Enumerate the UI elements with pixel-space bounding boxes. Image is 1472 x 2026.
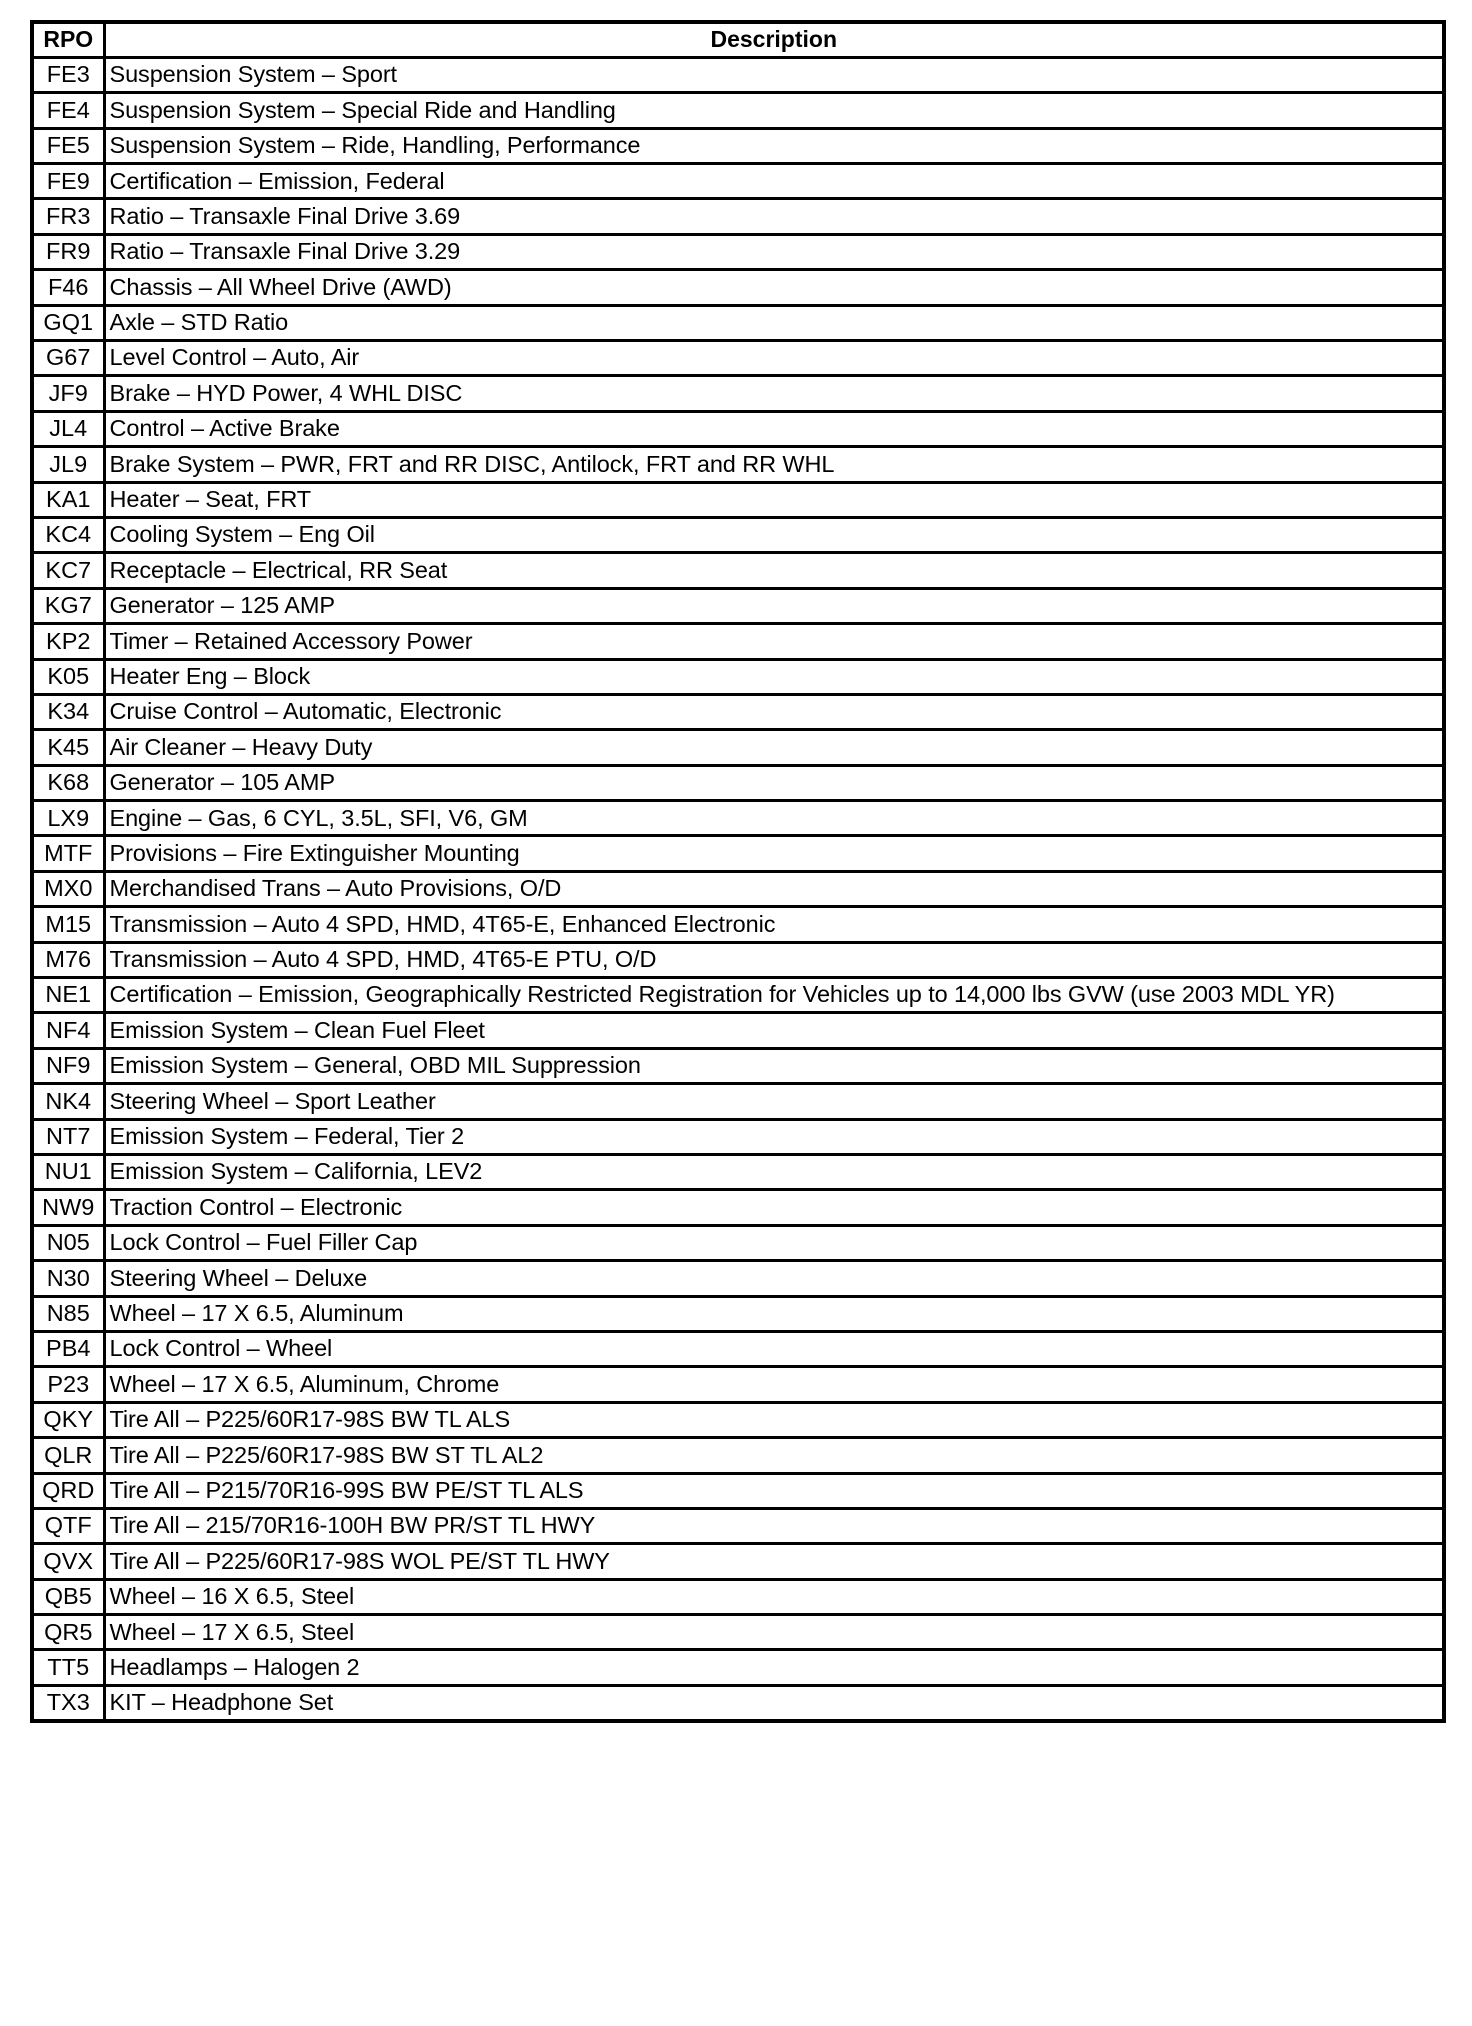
description-cell: Cruise Control – Automatic, Electronic	[104, 694, 1444, 729]
table-row	[32, 624, 1444, 659]
description-cell: Certification – Emission, Geographically Restricted Registration for Vehicles up to 14,000 lbs GVW (use 2003 MDL YR)	[104, 978, 1444, 1013]
description-cell: Wheel – 17 X 6.5, Aluminum, Chrome	[104, 1367, 1444, 1402]
description-cell: Tire All – P225/60R17-98S WOL PE/ST TL HWY	[104, 1544, 1444, 1579]
description-cell: Wheel – 16 X 6.5, Steel	[104, 1579, 1444, 1614]
rpo-code-cell: N05	[32, 1225, 104, 1260]
rpo-code-cell: QTF	[32, 1508, 104, 1543]
description-cell: Emission System – Clean Fuel Fleet	[104, 1013, 1444, 1048]
table-row	[32, 164, 1444, 199]
table-row	[32, 659, 1444, 694]
rpo-code-cell: N30	[32, 1261, 104, 1296]
table-row	[32, 376, 1444, 411]
rpo-code-cell: P23	[32, 1367, 104, 1402]
rpo-code-cell: QR5	[32, 1615, 104, 1650]
rpo-column-header: RPO	[32, 22, 104, 57]
rpo-code-cell: G67	[32, 341, 104, 376]
table-row	[32, 1119, 1444, 1154]
description-cell: Air Cleaner – Heavy Duty	[104, 730, 1444, 765]
rpo-code-cell: FE5	[32, 128, 104, 163]
table-row	[32, 482, 1444, 517]
description-cell: Heater – Seat, FRT	[104, 482, 1444, 517]
description-cell: Suspension System – Sport	[104, 57, 1444, 92]
rpo-code-cell: KC4	[32, 517, 104, 552]
rpo-code-cell: K05	[32, 659, 104, 694]
rpo-code-cell: QKY	[32, 1402, 104, 1437]
table-row	[32, 234, 1444, 269]
rpo-code-cell: NF4	[32, 1013, 104, 1048]
rpo-code-cell: MX0	[32, 871, 104, 906]
table-row	[32, 1013, 1444, 1048]
description-cell: Generator – 105 AMP	[104, 765, 1444, 800]
rpo-code-cell: PB4	[32, 1331, 104, 1366]
rpo-code-cell: NF9	[32, 1048, 104, 1083]
description-cell: Receptacle – Electrical, RR Seat	[104, 553, 1444, 588]
rpo-code-cell: K68	[32, 765, 104, 800]
description-cell: Suspension System – Special Ride and Handling	[104, 93, 1444, 128]
table-row	[32, 1261, 1444, 1296]
table-row	[32, 942, 1444, 977]
rpo-code-cell: K34	[32, 694, 104, 729]
rpo-code-cell: N85	[32, 1296, 104, 1331]
description-cell: Brake – HYD Power, 4 WHL DISC	[104, 376, 1444, 411]
table-row	[32, 1508, 1444, 1543]
table-row	[32, 1685, 1444, 1720]
rpo-code-cell: MTF	[32, 836, 104, 871]
table-row	[32, 1048, 1444, 1083]
table-row	[32, 553, 1444, 588]
table-row	[32, 199, 1444, 234]
rpo-code-cell: FE4	[32, 93, 104, 128]
description-cell: Transmission – Auto 4 SPD, HMD, 4T65-E, Enhanced Electronic	[104, 907, 1444, 942]
table-row	[32, 801, 1444, 836]
rpo-code-cell: NW9	[32, 1190, 104, 1225]
rpo-code-cell: KP2	[32, 624, 104, 659]
rpo-code-cell: FR3	[32, 199, 104, 234]
table-row	[32, 57, 1444, 92]
description-column-header: Description	[104, 22, 1444, 57]
table-row	[32, 447, 1444, 482]
description-cell: Heater Eng – Block	[104, 659, 1444, 694]
rpo-code-cell: QB5	[32, 1579, 104, 1614]
table-row	[32, 1296, 1444, 1331]
table-row	[32, 1544, 1444, 1579]
description-cell: Chassis – All Wheel Drive (AWD)	[104, 270, 1444, 305]
rpo-code-cell: TX3	[32, 1685, 104, 1720]
description-cell: Tire All – 215/70R16-100H BW PR/ST TL HWY	[104, 1508, 1444, 1543]
table-row	[32, 1402, 1444, 1437]
table-row	[32, 765, 1444, 800]
description-cell: Merchandised Trans – Auto Provisions, O/D	[104, 871, 1444, 906]
description-cell: Lock Control – Wheel	[104, 1331, 1444, 1366]
description-cell: Brake System – PWR, FRT and RR DISC, Antilock, FRT and RR WHL	[104, 447, 1444, 482]
rpo-code-cell: JF9	[32, 376, 104, 411]
description-cell: Ratio – Transaxle Final Drive 3.69	[104, 199, 1444, 234]
description-cell: Certification – Emission, Federal	[104, 164, 1444, 199]
description-cell: Lock Control – Fuel Filler Cap	[104, 1225, 1444, 1260]
description-cell: Generator – 125 AMP	[104, 588, 1444, 623]
description-cell: Engine – Gas, 6 CYL, 3.5L, SFI, V6, GM	[104, 801, 1444, 836]
table-row	[32, 517, 1444, 552]
description-cell: Cooling System – Eng Oil	[104, 517, 1444, 552]
rpo-table	[30, 20, 1446, 1723]
table-row	[32, 1438, 1444, 1473]
table-row	[32, 93, 1444, 128]
description-cell: Emission System – Federal, Tier 2	[104, 1119, 1444, 1154]
rpo-code-cell: KA1	[32, 482, 104, 517]
description-cell: Emission System – California, LEV2	[104, 1155, 1444, 1190]
description-cell: Transmission – Auto 4 SPD, HMD, 4T65-E PTU, O/D	[104, 942, 1444, 977]
rpo-code-cell: KG7	[32, 588, 104, 623]
table-row	[32, 730, 1444, 765]
description-cell: KIT – Headphone Set	[104, 1685, 1444, 1720]
rpo-code-cell: JL9	[32, 447, 104, 482]
description-cell: Suspension System – Ride, Handling, Performance	[104, 128, 1444, 163]
description-cell: Level Control – Auto, Air	[104, 341, 1444, 376]
description-cell: Traction Control – Electronic	[104, 1190, 1444, 1225]
description-cell: Ratio – Transaxle Final Drive 3.29	[104, 234, 1444, 269]
description-cell: Wheel – 17 X 6.5, Aluminum	[104, 1296, 1444, 1331]
rpo-code-cell: M76	[32, 942, 104, 977]
table-row	[32, 871, 1444, 906]
table-row	[32, 1155, 1444, 1190]
rpo-code-cell: NE1	[32, 978, 104, 1013]
table-row	[32, 588, 1444, 623]
table-row	[32, 1084, 1444, 1119]
table-row	[32, 907, 1444, 942]
table-row	[32, 836, 1444, 871]
description-cell: Steering Wheel – Sport Leather	[104, 1084, 1444, 1119]
description-cell: Emission System – General, OBD MIL Suppression	[104, 1048, 1444, 1083]
rpo-code-cell: TT5	[32, 1650, 104, 1685]
description-cell: Tire All – P225/60R17-98S BW ST TL AL2	[104, 1438, 1444, 1473]
table-row	[32, 1367, 1444, 1402]
rpo-code-cell: NT7	[32, 1119, 104, 1154]
table-row	[32, 411, 1444, 446]
table-row	[32, 1615, 1444, 1650]
rpo-code-cell: QVX	[32, 1544, 104, 1579]
rpo-code-cell: GQ1	[32, 305, 104, 340]
rpo-code-cell: M15	[32, 907, 104, 942]
table-row	[32, 1190, 1444, 1225]
table-row	[32, 128, 1444, 163]
rpo-code-cell: JL4	[32, 411, 104, 446]
rpo-code-cell: FE9	[32, 164, 104, 199]
table-row	[32, 1650, 1444, 1685]
table-body	[32, 57, 1444, 1720]
table-row	[32, 1225, 1444, 1260]
rpo-code-cell: QLR	[32, 1438, 104, 1473]
description-cell: Timer – Retained Accessory Power	[104, 624, 1444, 659]
table-row	[32, 1473, 1444, 1508]
description-cell: Tire All – P215/70R16-99S BW PE/ST TL ALS	[104, 1473, 1444, 1508]
table-row	[32, 1579, 1444, 1614]
description-cell: Headlamps – Halogen 2	[104, 1650, 1444, 1685]
description-cell: Steering Wheel – Deluxe	[104, 1261, 1444, 1296]
rpo-code-cell: QRD	[32, 1473, 104, 1508]
table-header-row	[32, 22, 1444, 57]
description-cell: Control – Active Brake	[104, 411, 1444, 446]
description-cell: Tire All – P225/60R17-98S BW TL ALS	[104, 1402, 1444, 1437]
rpo-code-cell: FR9	[32, 234, 104, 269]
table-row	[32, 1331, 1444, 1366]
description-cell: Wheel – 17 X 6.5, Steel	[104, 1615, 1444, 1650]
table-row	[32, 978, 1444, 1013]
rpo-code-cell: FE3	[32, 57, 104, 92]
rpo-code-cell: KC7	[32, 553, 104, 588]
rpo-code-cell: NK4	[32, 1084, 104, 1119]
rpo-code-cell: K45	[32, 730, 104, 765]
rpo-code-cell: LX9	[32, 801, 104, 836]
table-row	[32, 341, 1444, 376]
rpo-code-cell: NU1	[32, 1155, 104, 1190]
description-cell: Provisions – Fire Extinguisher Mounting	[104, 836, 1444, 871]
rpo-code-cell: F46	[32, 270, 104, 305]
table-row	[32, 694, 1444, 729]
table-row	[32, 305, 1444, 340]
table-row	[32, 270, 1444, 305]
description-cell: Axle – STD Ratio	[104, 305, 1444, 340]
